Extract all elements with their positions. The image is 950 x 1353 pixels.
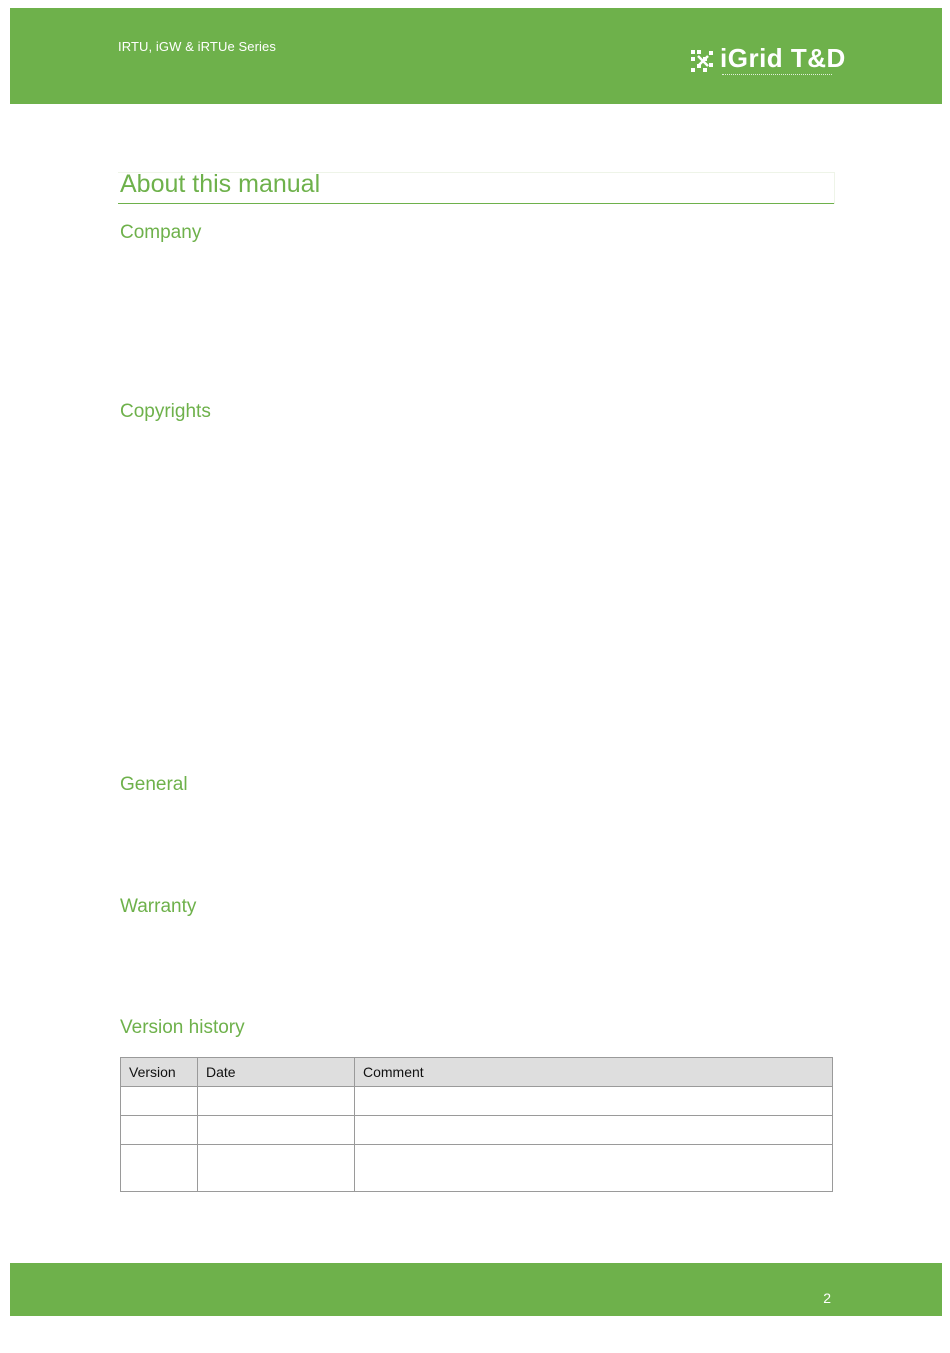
page-footer — [10, 1263, 942, 1316]
section-heading-warranty: Warranty — [120, 896, 197, 917]
table-row — [121, 1116, 833, 1145]
table-cell-version — [121, 1145, 198, 1192]
section-heading-version-history: Version history — [120, 1017, 245, 1038]
table-row — [121, 1145, 833, 1192]
table-header-row — [121, 1058, 833, 1087]
page-title: About this manual — [120, 170, 321, 198]
table-row — [121, 1087, 833, 1116]
column-header-version: Version — [121, 1058, 198, 1087]
page-number: 2 — [823, 1290, 831, 1306]
logo-text: iGrid T&D — [720, 43, 846, 73]
column-header-comment: Comment — [355, 1058, 833, 1087]
logo-tagline-line — [722, 74, 832, 77]
table-cell-comment — [355, 1145, 833, 1192]
column-header-date: Date — [198, 1058, 355, 1087]
table-cell-date — [198, 1087, 355, 1116]
section-heading-copyrights: Copyrights — [120, 401, 211, 422]
section-heading-company: Company — [120, 222, 202, 243]
table-cell-date — [198, 1145, 355, 1192]
table-cell-version — [121, 1116, 198, 1145]
section-heading-general: General — [120, 774, 188, 795]
table-cell-version — [121, 1087, 198, 1116]
page-header — [10, 8, 942, 104]
version-history-table — [120, 1057, 833, 1192]
company-logo — [690, 40, 850, 88]
table-cell-comment — [355, 1116, 833, 1145]
title-underline — [118, 203, 834, 204]
product-line-label: IRTU, iGW & iRTUe Series — [118, 39, 276, 54]
table-cell-date — [198, 1116, 355, 1145]
logo-mark-icon — [690, 48, 716, 74]
table-cell-comment — [355, 1087, 833, 1116]
